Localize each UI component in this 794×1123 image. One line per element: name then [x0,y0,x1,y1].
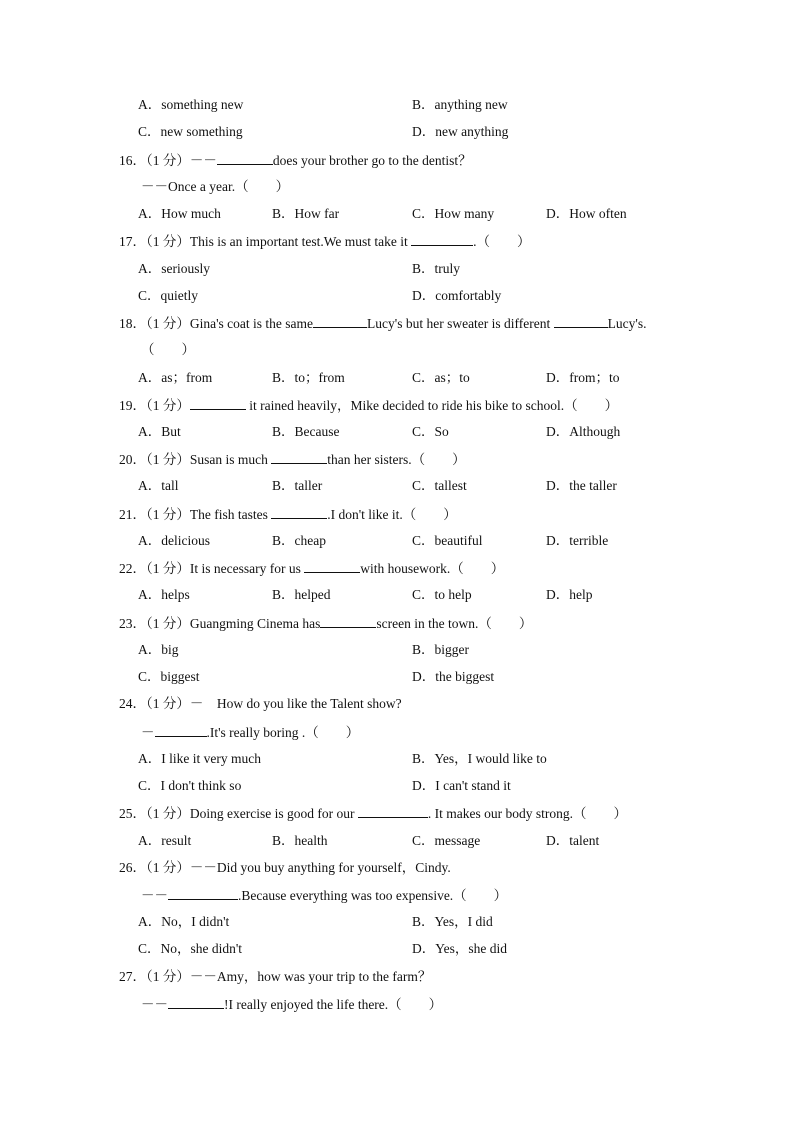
q18-option-b: B．to；from [272,370,345,385]
answer-blank [271,506,327,519]
question-text: 18．（1 分）Gina's coat is the same [119,316,314,331]
question-text: .Because everything was too expensive.（ ） [238,888,508,903]
answer-blank [320,615,376,628]
question-text: －－ [141,888,168,903]
question-16-reply: －－Once a year.（ ） [141,179,290,194]
q18-option-c: C．as；to [412,370,470,385]
q26-option-c: C．No，she didn't [138,941,243,956]
question-text: 22．（1 分）It is necessary for us [119,561,305,576]
q22-option-a: A．helps [138,587,190,602]
q22-option-c: C．to help [412,587,472,602]
question-26: 26．（1 分）－－Did you buy anything for yourself，Cindy. [119,860,451,875]
q25-option-b: B．health [272,833,328,848]
answer-blank [358,805,428,818]
q19-option-d: D．Although [546,424,621,439]
question-text: it rained heavily，Mike decided to ride his bike to school.（ ） [245,398,619,413]
q20-option-d: D．the taller [546,478,617,493]
question-text: 19．（1 分） [119,398,190,413]
q23-option-b: B．bigger [412,642,469,657]
answer-blank [155,724,207,737]
q21-option-d: D．terrible [546,533,609,548]
q19-option-b: B．Because [272,424,340,439]
q17-option-b: B．truly [412,261,461,276]
q17-option-a: A．seriously [138,261,210,276]
question-text: － [141,725,155,740]
answer-blank [190,397,246,410]
q23-option-c: C．biggest [138,669,200,684]
question-text: .（ ） [473,234,531,249]
answer-blank [168,996,224,1009]
question-text: 17．（1 分）This is an important test.We must take it [119,234,412,249]
question-text: 23．（1 分）Guangming Cinema has [119,616,321,631]
q24-option-d: D．I can't stand it [412,778,511,793]
q25-option-a: A．result [138,833,192,848]
q19-option-c: C．So [412,424,449,439]
question-text: 16．（1 分）－－ [119,153,217,168]
q25-option-c: C．message [412,833,481,848]
q20-option-c: C．tallest [412,478,467,493]
question-24: 24．（1 分）－ How do you like the Talent show? [119,696,402,711]
q22-option-b: B．helped [272,587,331,602]
q23-option-d: D．the biggest [412,669,495,684]
q24-option-a: A．I like it very much [138,751,261,766]
q15-option-c: C．new something [138,124,243,139]
question-17 [119,233,531,250]
q26-option-d: D．Yes，she did [412,941,508,956]
question-text: does your brother go to the dentist？ [272,153,472,168]
question-text: screen in the town.（ ） [376,616,533,631]
q17-option-d: D．comfortably [412,288,502,303]
q17-option-c: C．quietly [138,288,198,303]
question-27-reply [141,996,442,1013]
q21-option-a: A．delicious [138,533,210,548]
q15-option-d: D．new anything [412,124,509,139]
answer-blank [217,152,273,165]
q15-option-a: A．something new [138,97,244,112]
q21-option-b: B．cheap [272,533,326,548]
question-19 [119,397,618,414]
q18-option-a: A．as；from [138,370,213,385]
q23-option-a: A．big [138,642,179,657]
answer-blank [411,233,473,246]
q26-option-a: A．No，I didn't [138,914,230,929]
answer-blank [304,560,360,573]
q15-option-b: B．anything new [412,97,508,112]
question-text: than her sisters.（ ） [327,452,466,467]
q16-option-c: C．How many [412,206,495,221]
question-23 [119,615,532,632]
answer-blank [168,887,238,900]
question-22 [119,560,504,577]
q22-option-d: D．help [546,587,593,602]
question-text: . It makes our body strong.（ ） [427,806,627,821]
q21-option-c: C．beautiful [412,533,483,548]
question-text: .I don't like it.（ ） [327,507,457,522]
question-16 [119,152,472,169]
q19-option-a: A．But [138,424,181,439]
question-text: 20．（1 分）Susan is much [119,452,272,467]
q16-option-a: A．How much [138,206,221,221]
question-text: 25．（1 分）Doing exercise is good for our [119,806,358,821]
question-text: 21．（1 分）The fish tastes [119,507,272,522]
q24-option-b: B．Yes，I would like to [412,751,547,766]
q25-option-d: D．talent [546,833,600,848]
answer-blank [271,451,327,464]
question-25 [119,805,627,822]
question-24-reply [141,724,359,741]
question-text: .It's really boring .（ ） [206,725,360,740]
question-text: Lucy's. [607,316,647,331]
question-26-reply [141,887,507,904]
answer-blank [554,315,608,328]
question-text: －－ [141,997,168,1012]
q20-option-a: A．tall [138,478,179,493]
question-27: 27．（1 分）－－Amy，how was your trip to the farm？ [119,969,432,984]
question-text: with housework.（ ） [360,561,505,576]
q16-option-d: D．How often [546,206,627,221]
q26-option-b: B．Yes，I did [412,914,493,929]
q16-option-b: B．How far [272,206,340,221]
q18-option-d: D．from；to [546,370,620,385]
question-20 [119,451,466,468]
question-21 [119,506,457,523]
question-text: !I really enjoyed the life there.（ ） [224,997,443,1012]
q24-option-c: C．I don't think so [138,778,242,793]
answer-blank [313,315,367,328]
question-18 [119,315,646,332]
question-text: Lucy's but her sweater is different [367,316,554,331]
question-18-bracket: （ ） [141,342,195,357]
q20-option-b: B．taller [272,478,323,493]
